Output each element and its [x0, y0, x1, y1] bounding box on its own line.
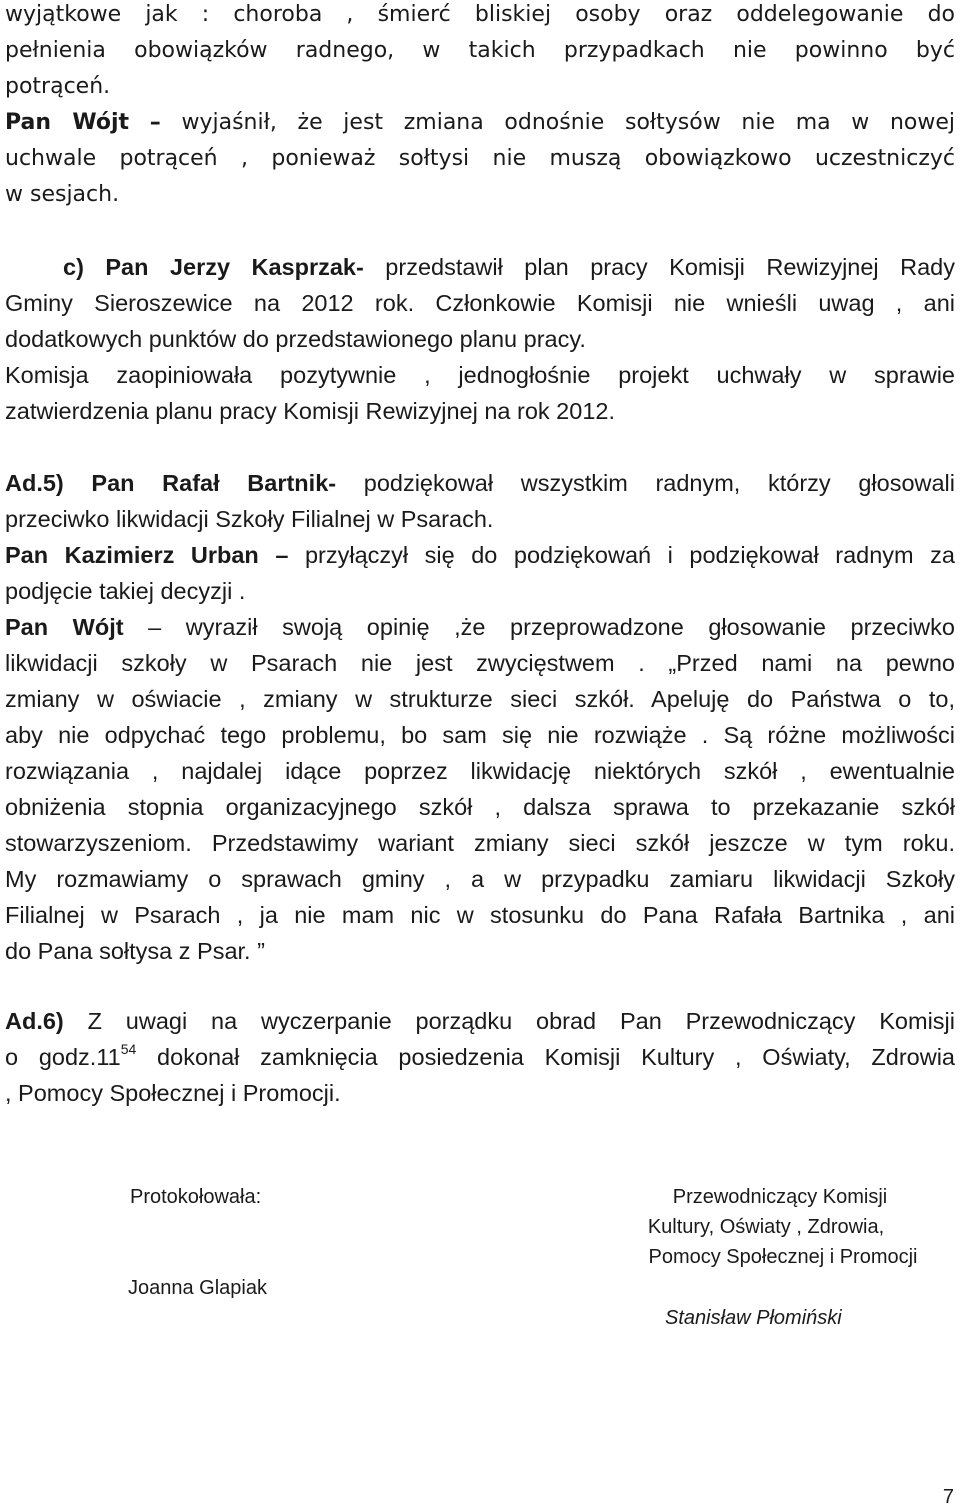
signature-right-role-1: Przewodniczący Komisji: [672, 1186, 888, 1208]
text-line: [5, 465, 955, 501]
signature-right-name: Stanisław Płomiński: [665, 1307, 842, 1329]
dash: –: [149, 110, 161, 135]
speaker-name: Pan Wójt: [5, 110, 130, 135]
text-line: My rozmawiamy o sprawach gminy , a w przypadku zamiaru likwidacji Szkoły: [5, 866, 955, 892]
paragraph-komisja-rewizyjna: [5, 249, 955, 429]
text-line: rozwiązania , najdalej idące poprzez likwidację niektórych szkół , ewentualnie: [5, 758, 955, 784]
text-line: [5, 609, 955, 645]
text-fragment: przyłączył się do podziękowań i podziękował radnym za: [288, 542, 955, 568]
text-line: zatwierdzenia planu pracy Komisji Rewizyjnej na rok 2012.: [5, 398, 615, 424]
text-line: stowarzyszeniom. Przedstawimy wariant zmiany sieci szkół jeszcze w tym roku.: [5, 830, 955, 856]
paragraph-absences: [5, 0, 955, 105]
text-line: do Pana sołtysa z Psar. ”: [5, 938, 265, 964]
text-line: potrąceń.: [5, 74, 111, 99]
text-line: zmiany w oświacie , zmiany w strukturze sieci szkół. Apeluję do Państwa o to,: [5, 686, 955, 712]
text-fragment: – wyraził swoją opinię ,że przeprowadzone głosowanie przeciwko: [123, 614, 955, 640]
text-line: [5, 537, 955, 573]
text-line: obniżenia stopnia organizacyjnego szkół , dalsza sprawa to przekazanie szkół: [5, 794, 955, 820]
text-fragment: przedstawił plan pracy Komisji Rewizyjnej Rady: [363, 254, 955, 280]
signature-right-role-3: Pomocy Społecznej i Promocji: [648, 1246, 918, 1268]
text-line: Filialnej w Psarach , ja nie mam nic w stosunku do Pana Rafała Bartnika , ani: [5, 902, 955, 928]
time-minutes-superscript: 54: [120, 1041, 137, 1058]
speaker-name: Pan Kazimierz Urban –: [5, 542, 289, 568]
text-line: [5, 1003, 955, 1039]
text-fragment: wyjaśnił, że jest zmiana odnośnie sołtysów nie ma w nowej: [181, 110, 956, 135]
signature-right-role-2: Kultury, Oświaty , Zdrowia,: [647, 1216, 885, 1238]
text-line: dodatkowych punktów do przedstawionego planu pracy.: [5, 326, 586, 352]
paragraph-wojt-soltysi: [5, 105, 955, 213]
text-line: likwidacji szkoły w Psarach nie jest zwycięstwem . „Przed nami na pewno: [5, 650, 955, 676]
text-line: [5, 1039, 955, 1075]
signature-left-role: Protokołowała:: [130, 1186, 262, 1208]
speaker-name: c) Pan Jerzy Kasprzak-: [63, 254, 364, 280]
paragraph-ad6: [5, 1003, 955, 1111]
text-line: podjęcie takiej decyzji .: [5, 578, 246, 604]
text-line: wyjątkowe jak : choroba , śmierć bliskiej osoby oraz oddelegowanie do: [5, 2, 955, 27]
section-heading: Ad.5) Pan Rafał Bartnik-: [5, 470, 337, 496]
section-heading: Ad.6): [5, 1008, 64, 1034]
page-number: 7: [942, 1486, 954, 1508]
text-line: , Pomocy Społecznej i Promocji.: [5, 1080, 341, 1106]
text-fragment: podziękował wszystkim radnym, którzy głosowali: [336, 470, 955, 496]
text-line: pełnienia obowiązków radnego, w takich przypadkach nie powinno być: [5, 38, 955, 63]
text-line: w sesjach.: [5, 182, 120, 207]
text-line: uchwale potrąceń , ponieważ sołtysi nie muszą obowiązkowo uczestniczyć: [5, 146, 955, 171]
paragraph-ad5: [5, 465, 955, 969]
speaker-name: Pan Wójt: [5, 614, 124, 640]
text-fragment: dokonał zamknięcia posiedzenia Komisji Kultury , Oświaty, Zdrowia: [136, 1044, 955, 1070]
text-line: [5, 249, 955, 285]
text-line: przeciwko likwidacji Szkoły Filialnej w Psarach.: [5, 506, 494, 532]
text-fragment: Z uwagi na wyczerpanie porządku obrad Pan Przewodniczący Komisji: [63, 1008, 955, 1034]
signature-left-name: Joanna Glapiak: [128, 1277, 267, 1299]
text-line: Komisja zaopiniowała pozytywnie , jednogłośnie projekt uchwały w sprawie: [5, 362, 955, 388]
text-line: aby nie odpychać tego problemu, bo sam się nie rozwiąże . Są różne możliwości: [5, 722, 955, 748]
text-line: [5, 105, 955, 141]
text-line: Gminy Sieroszewice na 2012 rok. Członkowie Komisji nie wnieśli uwag , ani: [5, 290, 955, 316]
text-fragment: o godz.11: [5, 1044, 121, 1070]
